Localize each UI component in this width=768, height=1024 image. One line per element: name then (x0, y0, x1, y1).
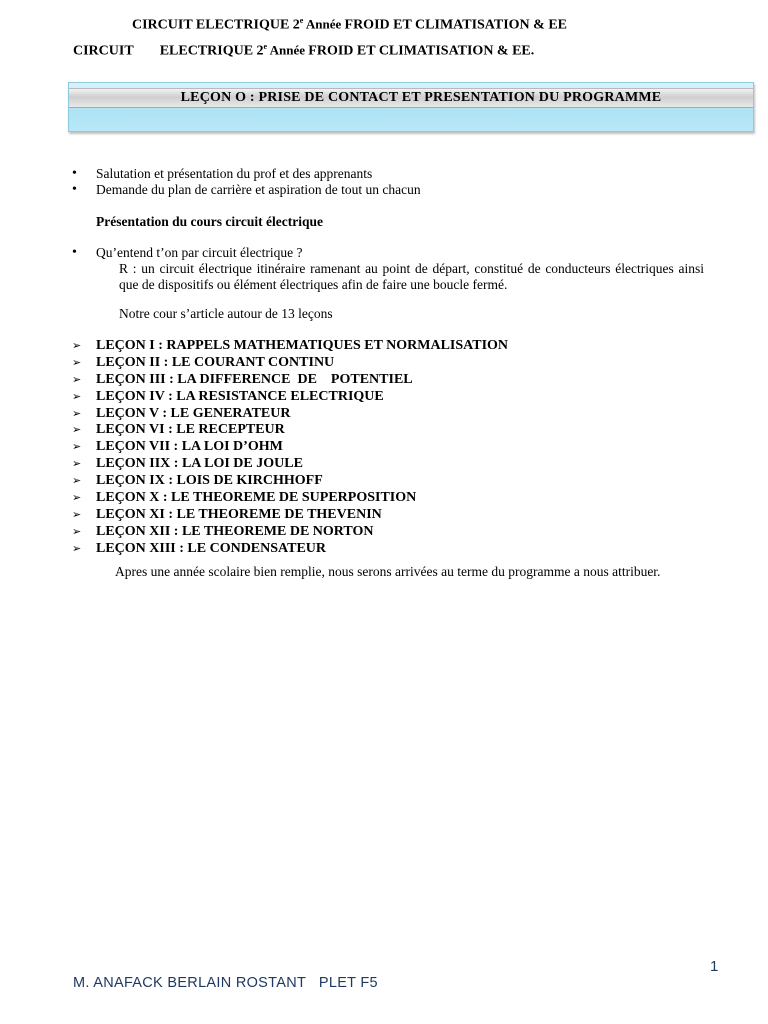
header-line-1-annee: Année (303, 16, 345, 32)
lesson-item (72, 422, 508, 439)
intro-list (72, 166, 421, 198)
answer-text: R : un circuit électrique itinéraire ramenant au point de départ, constitué de conducteurs électriques ainsi que de dispositifs ou élément électriques afin de faire une boucle fermé. (119, 261, 704, 292)
lesson-title: LEÇON O : PRISE DE CONTACT ET PRESENTATION DU PROGRAMME (180, 90, 662, 105)
header-line-2-post: FROID ET CLIMATISATION & EE. (308, 43, 535, 59)
intro-item-text: Salutation et présentation du prof et des apprenants (96, 166, 373, 181)
header-line-1-pre: CIRCUIT ELECTRIQUE 2 (132, 17, 300, 33)
arrowhead-right-icon: ➢ (72, 372, 82, 386)
lesson-title: LEÇON XIII : LE CONDENSATEUR (96, 540, 327, 556)
lesson-title: LEÇON I : RAPPELS MATHEMATIQUES ET NORMALISATION (96, 338, 509, 353)
arrowhead-right-icon: ➢ (72, 339, 82, 352)
arrowhead-right-icon: ➢ (72, 355, 82, 369)
header-line-2-annee: Année (267, 42, 309, 58)
lesson-title: LEÇON VI : LE RECEPTEUR (96, 422, 285, 438)
lesson-item (72, 541, 508, 558)
lesson-title: LEÇON V : LE GENERATEUR (96, 405, 291, 421)
header-line-1-post: FROID ET CLIMATISATION & EE (344, 17, 567, 33)
header-line-2-circuit: CIRCUIT (73, 43, 134, 59)
page-number: 1 (710, 958, 719, 975)
arrowhead-right-icon: ➢ (72, 491, 82, 505)
bullet-dot-icon: • (72, 166, 77, 181)
arrowhead-right-icon: ➢ (72, 474, 82, 488)
lesson-title: LEÇON VII : LA LOI D’OHM (96, 439, 283, 455)
header-line-1-sup: e (299, 16, 304, 25)
arrowhead-right-icon: ➢ (72, 507, 82, 521)
intro-item (72, 166, 421, 182)
lesson-item (72, 439, 508, 456)
lesson-item (72, 507, 508, 524)
arrowhead-right-icon: ➢ (72, 389, 82, 403)
intro-item-text: Demande du plan de carrière et aspiration de tout un chacun (96, 182, 421, 197)
bullet-dot-icon: • (72, 245, 77, 260)
lesson-item (72, 456, 508, 473)
bullet-dot-icon: • (72, 182, 77, 197)
lesson-title: LEÇON II : LE COURANT CONTINU (96, 354, 335, 370)
question-item (72, 245, 303, 261)
lesson-title: LEÇON XI : LE THEOREME DE THEVENIN (96, 506, 382, 522)
lesson-item (72, 473, 508, 490)
lesson-title: LEÇON X : LE THEOREME DE SUPERPOSITION (96, 490, 417, 506)
lesson-item (72, 490, 508, 507)
arrowhead-right-icon: ➢ (72, 406, 82, 420)
lessons-count-text: Notre cour s’article autour de 13 leçons (119, 306, 333, 321)
arrowhead-right-icon: ➢ (72, 423, 82, 437)
header-line-2-pre: ELECTRIQUE 2 (159, 43, 264, 59)
header-line-2 (73, 42, 534, 60)
footer-author: M. ANAFACK BERLAIN ROSTANT PLET F5 (73, 975, 378, 991)
arrowhead-right-icon: ➢ (72, 457, 82, 471)
lesson-item (72, 389, 508, 406)
closing-text: Apres une année scolaire bien remplie, nous serons arrivées au terme du programme a nous attribuer. (115, 564, 661, 579)
lesson-title: LEÇON IX : LOIS DE KIRCHHOFF (96, 473, 323, 489)
lesson-item (72, 524, 508, 541)
lesson-title: LEÇON XII : LE THEOREME DE NORTON (96, 523, 374, 539)
lesson-title: LEÇON III : LA DIFFERENCE DE POTENTIEL (96, 371, 413, 387)
lesson-title-banner (68, 82, 754, 132)
course-subtitle: Présentation du cours circuit électrique (96, 214, 323, 229)
lesson-title: LEÇON IV : LA RESISTANCE ELECTRIQUE (96, 388, 384, 404)
lesson-title: LEÇON IIX : LA LOI DE JOULE (96, 456, 303, 472)
intro-item (72, 182, 421, 198)
lesson-item (72, 338, 508, 355)
arrowhead-right-icon: ➢ (72, 524, 82, 538)
lesson-item (72, 406, 508, 423)
arrowhead-right-icon: ➢ (72, 541, 82, 555)
lessons-list (72, 338, 508, 558)
lesson-item (72, 372, 508, 389)
header-line-2-sup: e (263, 42, 268, 51)
question-text: Qu’entend t’on par circuit électrique ? (96, 245, 303, 260)
arrowhead-right-icon: ➢ (72, 440, 82, 454)
header-line-1 (132, 16, 567, 34)
lesson-item (72, 355, 508, 372)
question-list (72, 245, 303, 261)
